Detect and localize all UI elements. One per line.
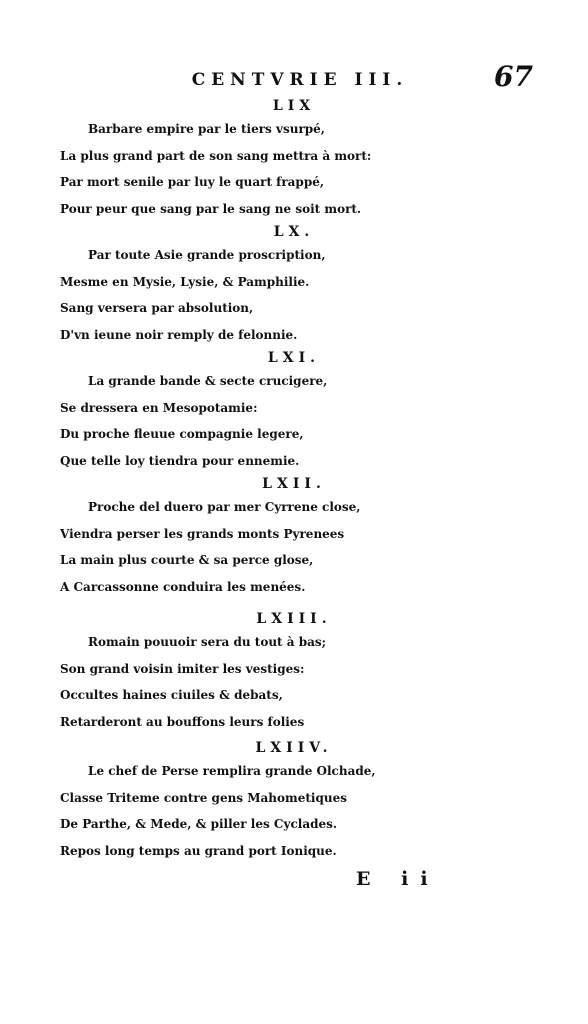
verse-line: Du proche fleuue compagnie legere,: [60, 427, 304, 441]
quatrain-lxiv: [0, 738, 588, 864]
verse-line: La plus grand part de son sang mettra à mort:: [60, 148, 372, 163]
verse-line: Par mort senile par luy le quart frappé,: [60, 175, 325, 189]
verse-line: Classe Triteme contre gens Mahometiques: [60, 790, 347, 805]
quatrain-numeral: LXIII.: [256, 611, 332, 627]
verse-line: Pour peur que sang par le sang ne soit mort.: [60, 201, 362, 216]
verse-line: A Carcassonne conduira les menées.: [60, 579, 306, 594]
quatrain-lxi: [0, 348, 588, 474]
verse-line: Par toute Asie grande proscription,: [88, 248, 326, 262]
quatrain-lxiii: [0, 609, 588, 735]
verse-line: Viendra perser les grands monts Pyrenees: [60, 526, 345, 541]
signature-mark: E ii: [356, 868, 440, 890]
page-number: 67: [494, 60, 533, 93]
quatrain-lxii: [0, 474, 588, 600]
running-head: CENTVRIE III.: [191, 70, 409, 90]
verse-line: Son grand voisin imiter les vestiges:: [60, 661, 305, 676]
verse-line: Romain pouuoir sera du tout à bas;: [88, 635, 327, 649]
verse-line: Retarderont au bouffons leurs folies: [60, 714, 305, 729]
verse-line: Barbare empire par le tiers vsurpé,: [88, 122, 325, 136]
verse-line: De Parthe, & Mede, & piller les Cyclades.: [60, 817, 338, 831]
verse-line: Le chef de Perse remplira grande Olchade,: [88, 764, 376, 778]
verse-line: Mesme en Mysie, Lysie, & Pamphilie.: [60, 274, 310, 289]
verse-line: Repos long temps au grand port Ionique.: [60, 843, 337, 858]
quatrain-numeral: LX.: [273, 224, 315, 240]
quatrain-lix: [0, 96, 588, 222]
quatrain-numeral: LXI.: [267, 350, 321, 366]
quatrain-numeral: LIX: [272, 98, 316, 114]
verse-line: Occultes haines ciuiles & debats,: [60, 688, 283, 702]
quatrain-lx: [0, 222, 588, 348]
verse-line: Se dressera en Mesopotamie:: [60, 400, 258, 415]
verse-line: Proche del duero par mer Cyrrene close,: [88, 500, 361, 514]
quatrain-numeral: LXII.: [262, 476, 326, 492]
verse-line: La grande bande & secte crucigere,: [88, 374, 328, 388]
verse-line: Sang versera par absolution,: [60, 301, 254, 315]
verse-line: D'vn ieune noir remply de felonnie.: [60, 327, 298, 342]
quatrain-numeral: LXIIV.: [255, 740, 333, 756]
verse-line: La main plus courte & sa perce glose,: [60, 553, 314, 567]
verse-line: Que telle loy tiendra pour ennemie.: [60, 453, 300, 468]
